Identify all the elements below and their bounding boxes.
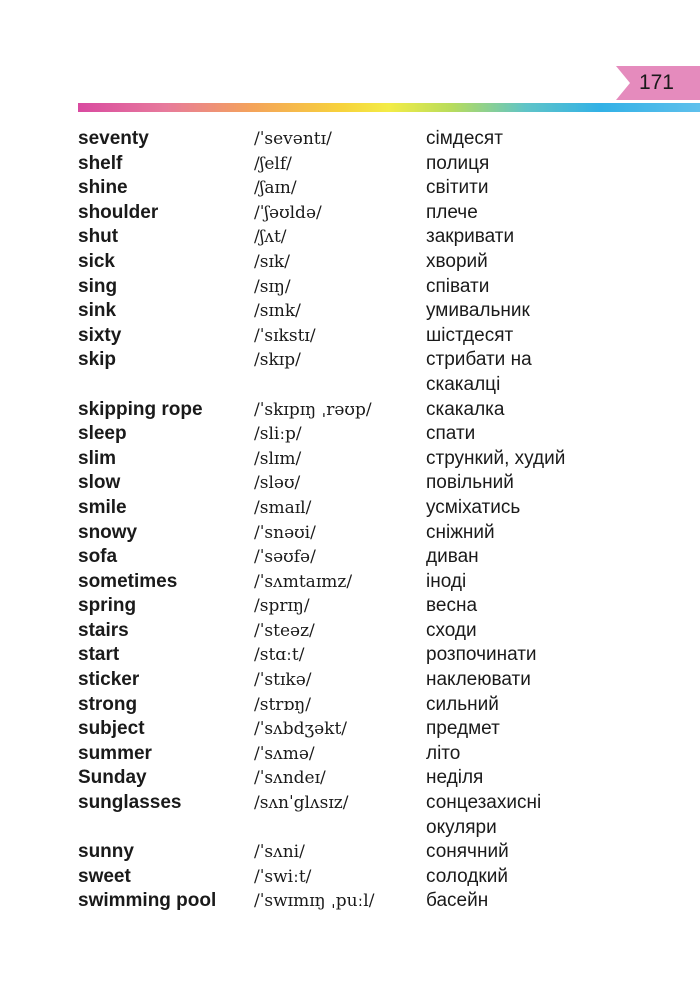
vocab-translation: весна (426, 595, 478, 617)
vocab-row (78, 152, 678, 177)
vocab-transcription: /skɪp/ (254, 350, 301, 371)
vocab-transcription: /sləʊ/ (254, 473, 301, 494)
vocab-row (78, 201, 678, 226)
vocab-transcription: /slɪm/ (254, 448, 302, 469)
vocab-translation: солодкий (426, 865, 508, 887)
vocab-transcription: /strɒŋ/ (254, 694, 311, 715)
vocab-row (78, 865, 678, 890)
vocab-translation: світити (426, 177, 489, 199)
vocab-transcription: /ˈsʌndeɪ/ (254, 768, 326, 789)
vocab-row (78, 742, 678, 767)
vocab-row (78, 545, 678, 570)
vocab-transcription: /ʃelf/ (254, 153, 292, 174)
vocab-translation: іноді (426, 570, 467, 592)
vocab-row (78, 225, 678, 250)
vocab-row (78, 717, 678, 742)
vocab-row (78, 570, 678, 595)
vocab-row (78, 176, 678, 201)
vocab-row (78, 594, 678, 619)
vocab-transcription: /ˈsəʊfə/ (254, 547, 316, 568)
vocab-row (78, 324, 678, 349)
vocab-translation: предмет (426, 718, 500, 740)
vocab-word: sleep (78, 423, 127, 445)
vocab-word: sometimes (78, 570, 178, 592)
vocab-word: summer (78, 742, 152, 764)
vocab-translation: усміхатись (426, 496, 521, 518)
vocab-word: start (78, 644, 120, 666)
vocab-translation: сніжний (426, 521, 495, 543)
vocab-transcription: /stɑːt/ (254, 645, 305, 666)
vocab-row (78, 766, 678, 791)
vocab-transcription: /sʌnˈglʌsɪz/ (254, 793, 349, 814)
vocab-row (78, 619, 678, 644)
vocab-transcription: /sliːp/ (254, 424, 302, 445)
vocab-word: spring (78, 595, 137, 617)
vocab-translation: диван (426, 546, 479, 568)
vocab-translation: сонячний (426, 841, 509, 863)
vocab-word: sofa (78, 546, 118, 568)
vocab-translation: скакалка (426, 398, 505, 420)
vocab-translation: наклеювати (426, 669, 531, 691)
vocab-row (78, 275, 678, 300)
vocab-row (78, 398, 678, 423)
vocab-row (78, 693, 678, 718)
vocab-word: shelf (78, 152, 123, 174)
vocab-word: slow (78, 472, 121, 494)
vocab-word: sticker (78, 669, 140, 691)
vocab-transcription: /ˈsteəz/ (254, 620, 315, 641)
vocab-word: sick (78, 250, 115, 272)
vocab-translation: сонцезахисні окуляри (426, 792, 542, 838)
vocab-row (78, 496, 678, 521)
vocab-row (78, 889, 678, 914)
vocab-translation: сімдесят (426, 128, 503, 149)
vocab-translation: стрункий, худий (426, 447, 566, 469)
vocab-transcription: /ˈsɪkstɪ/ (254, 325, 316, 346)
vocab-translation: басейн (426, 890, 489, 912)
vocab-transcription: /ʃaɪn/ (254, 178, 297, 199)
vocab-transcription: /sɪnk/ (254, 301, 301, 322)
vocab-row (78, 127, 678, 152)
vocab-row (78, 791, 678, 840)
vocab-word: snowy (78, 521, 138, 543)
vocab-row (78, 447, 678, 472)
vocab-row (78, 471, 678, 496)
vocab-translation: співати (426, 275, 490, 297)
vocab-transcription: /ˈswɪmɪŋ ˌpuːl/ (254, 891, 375, 912)
vocab-row (78, 250, 678, 275)
vocab-word: stairs (78, 619, 129, 641)
vocab-word: shoulder (78, 201, 159, 223)
vocab-word: swimming pool (78, 890, 217, 912)
vocab-row (78, 668, 678, 693)
vocab-transcription: /ˈsʌni/ (254, 842, 305, 863)
vocab-word: skip (78, 349, 117, 371)
vocab-transcription: /ʃʌt/ (254, 227, 287, 248)
vocabulary-list (78, 127, 678, 914)
vocab-word: shut (78, 226, 119, 248)
vocab-transcription: /ˈskɪpɪŋ ˌrəʊp/ (254, 399, 372, 420)
vocab-word: sunglasses (78, 792, 182, 814)
vocab-transcription: /smaɪl/ (254, 497, 312, 518)
vocab-row (78, 299, 678, 324)
vocab-row (78, 348, 678, 397)
rainbow-divider (78, 103, 700, 112)
vocab-row (78, 840, 678, 865)
vocab-transcription: /ˈsevəntɪ/ (254, 129, 332, 149)
vocab-translation: полиця (426, 152, 490, 174)
vocab-translation: розпочинати (426, 644, 537, 666)
vocab-row (78, 521, 678, 546)
vocab-word: sixty (78, 324, 122, 346)
vocab-transcription: /ˈswiːt/ (254, 866, 312, 887)
vocab-translation: спати (426, 423, 476, 445)
vocab-transcription: /sɪk/ (254, 251, 290, 272)
vocab-translation: неділя (426, 767, 484, 789)
vocab-word: seventy (78, 128, 149, 149)
vocab-word: smile (78, 496, 127, 518)
vocab-word: sunny (78, 841, 134, 863)
page-number: 171 (638, 71, 674, 94)
vocab-transcription: /ˈstɪkə/ (254, 670, 312, 691)
vocab-word: sink (78, 300, 117, 322)
vocab-row (78, 422, 678, 447)
vocab-transcription: /sprɪŋ/ (254, 596, 310, 617)
vocab-transcription: /ˈsʌmtaɪmz/ (254, 571, 353, 592)
vocab-word: subject (78, 718, 145, 740)
vocab-word: Sunday (78, 767, 147, 789)
vocab-row (78, 643, 678, 668)
vocab-translation: шістдесят (426, 324, 514, 346)
vocab-word: slim (78, 447, 117, 469)
vocab-translation: сходи (426, 619, 477, 641)
vocab-word: shine (78, 177, 128, 199)
vocab-translation: повільний (426, 472, 514, 494)
vocab-transcription: /ˈsʌmə/ (254, 743, 315, 764)
vocab-translation: умивальник (426, 300, 530, 322)
vocab-translation: сильний (426, 693, 499, 715)
vocab-word: skipping rope (78, 398, 203, 420)
vocab-word: sing (78, 275, 118, 297)
vocab-translation: стрибати на скакалці (426, 349, 532, 395)
vocab-translation: хворий (426, 250, 488, 272)
vocab-word: strong (78, 693, 138, 715)
vocab-transcription: /ˈsnəʊi/ (254, 522, 316, 543)
vocab-transcription: /ˈsʌbdʒəkt/ (254, 719, 348, 740)
vocab-translation: закривати (426, 226, 515, 248)
vocab-translation: плече (426, 201, 478, 223)
vocab-word: sweet (78, 865, 131, 887)
vocab-transcription: /sɪŋ/ (254, 276, 291, 297)
vocab-transcription: /ˈʃəʊldə/ (254, 202, 322, 223)
vocab-translation: літо (426, 742, 461, 764)
